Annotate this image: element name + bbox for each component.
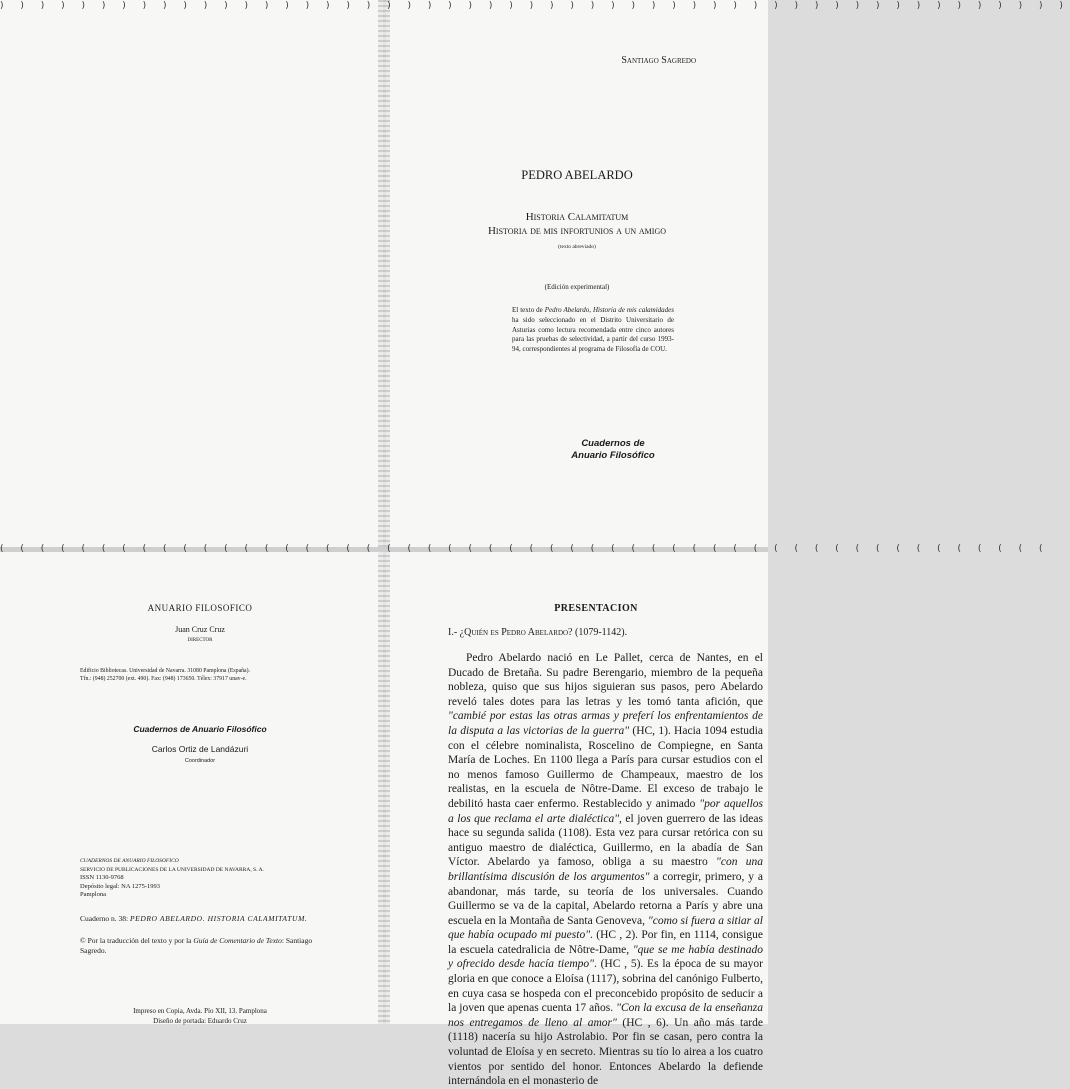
section-heading: I.- ¿Quién es Pedro Abelardo? (1079-1142). xyxy=(448,627,628,638)
director-role: DIRECTOR xyxy=(187,638,213,643)
subtitle-spanish: Historia de mis infortunios a un amigo xyxy=(487,225,667,237)
subtitle-latin: Historia Calamitatum xyxy=(525,211,629,223)
book-title: PEDRO ABELARDO xyxy=(521,168,633,182)
binding-gutter xyxy=(378,0,390,1024)
middle-edge-marks: ( ( ( ( ( ( ( ( ( ( ( ( ( ( ( ( ( ( ( ( ( ( ( ( ( ( ( ( ( ( ( ( ( ( ( ( ( ( ( ( ( ( ( ( ( ( ( ( ( ( ( ( xyxy=(0,544,1050,554)
blank-page xyxy=(0,0,383,548)
series-title: Cuadernos de Anuario Filosófico xyxy=(133,724,267,734)
director-name: Juan Cruz Cruz xyxy=(175,625,225,634)
series-line-1: Cuadernos de xyxy=(581,438,645,449)
copyright: © Por la traducción del texto y por la Guía de Comentario de Texto: Santiago Sagredo. xyxy=(80,936,313,955)
cuaderno-info: Cuaderno n. 38: PEDRO ABELARDO. HISTORIA CALAMITATUM. xyxy=(80,914,308,923)
series-line-2: Anuario Filosófico xyxy=(571,450,655,461)
printed-by: Impreso en Copia, Avda. Pío XII, 13. Pamplona xyxy=(133,1007,267,1015)
top-edge-marks: ) ) ) ) ) ) ) ) ) ) ) ) ) ) ) ) ) ) ) ) ) ) ) ) ) ) ) ) ) ) ) ) ) ) ) ) ) ) ) ) ) ) ) ) ) ) ) ) ) ) ) ) ) xyxy=(0,1,1070,11)
presentation-page xyxy=(386,551,768,1088)
abridged-note: (texto abreviado) xyxy=(558,244,596,250)
description: El texto de Pedro Abelardo, Historia de mis calamidades ha sido seleccionado en el Distrito Universitario de Asturias como lectura recomendada entre cinco autores para las pruebas de selectividad, a partir del curso 1993-94, correspondientes al programa de Filosofía de COU. xyxy=(512,306,674,354)
imprint: CUADERNOS DE ANUARIO FILOSOFICO SERVICIO DE PUBLICACIONES DE LA UNIVERSIDAD DE NAVARRA, S. A. ISSN 1130-9768 Depósito legal: NA 1275-1993 Pamplona xyxy=(80,858,264,898)
title-page xyxy=(386,0,768,548)
address: Edificio Bibliotecas. Universidad de Navarra. 31080 Pamplona (España). Tfn.: (948) 252700 (ext. 490). Fax: (948) 173650. Télex: 37917 unav-e. xyxy=(80,668,250,682)
credits-page xyxy=(0,551,383,1024)
coordinator-name: Carlos Ortiz de Landázuri xyxy=(151,744,249,754)
journal-heading: ANUARIO FILOSOFICO xyxy=(147,603,253,613)
coordinator-role: Coordinador xyxy=(184,758,216,764)
author-name: Santiago Sagredo xyxy=(621,55,696,66)
cover-design: Diseño de portada: Eduardo Cruz xyxy=(153,1017,247,1025)
edition-note: (Edición experimental) xyxy=(544,283,610,291)
body-text: Pedro Abelardo nació en Le Pallet, cerca de Nantes, en el Ducado de Bretaña. Su padre Berengario, miembro de la pequeña nobleza, quiso que sus hijos siguieran sus pasos, pero Abelardo reveló tales dotes para las letras y les tomó tanta afición, que "cambié por estas las otras armas y preferí los enfrentamientos de la disputa a las victorias de la guerra" (HC, 1). Hacia 1094 estudia con el célebre nominalista, Roscelino de Compiegne, en Santa María de Loches. En 1100 llega a París para cursar estudios con el no menos famoso Guillermo de Champeaux, maestro de los realistas, en la escuela de Nôtre-Dame. El exceso de trabajo le debilitó hasta caer enfermo. Restablecido y animado "por aquellos a los que reclama el arte dialéctica", el joven guerrero de las ideas hace su segunda salida (1108). Esta vez para cursar retórica con su antiguo maestro de dialéctica, Guillermo, en la abadía de San Víctor. Abelardo ya famoso, obliga a su maestro "con una brillantísima discusión de los argumentos" a corregir, primero, y a abandonar, más tarde, su teoría de los universales. Cuando Guillermo se va de la capital, Abelardo retorna a París y abre una escuela en la Montaña de Santa Genoveva, "como si fuera a sitiar al que había ocupado mi puesto". (HC , 2). Por fin, en 1114, consigue la escuela catedralicia de Nôtre-Dame, "que se me había destinado y ofrecido desde hacía tiempo". (HC , 5). Es la época de su mayor gloria en que conoce a Eloísa (1117), sobrina del canónigo Fulberto, en cuya casa se hospeda con el preconcebido propósito de seducir a la joven que apenas cuenta 17 años. "Con la excusa de la enseñanza nos entregamos de lleno al amor" (HC , 6). Un año más tarde (1118) nacería su hijo Astrolabio. Por fin se casan, pero contra la voluntad de Eloísa y en secreto. Mientras su tío lo airea a los cuatro vientos por sentido del honor. Entonces Abelardo la defiende internándola en el monasterio de xyxy=(448,652,763,1088)
presentation-heading: PRESENTACION xyxy=(554,603,638,614)
